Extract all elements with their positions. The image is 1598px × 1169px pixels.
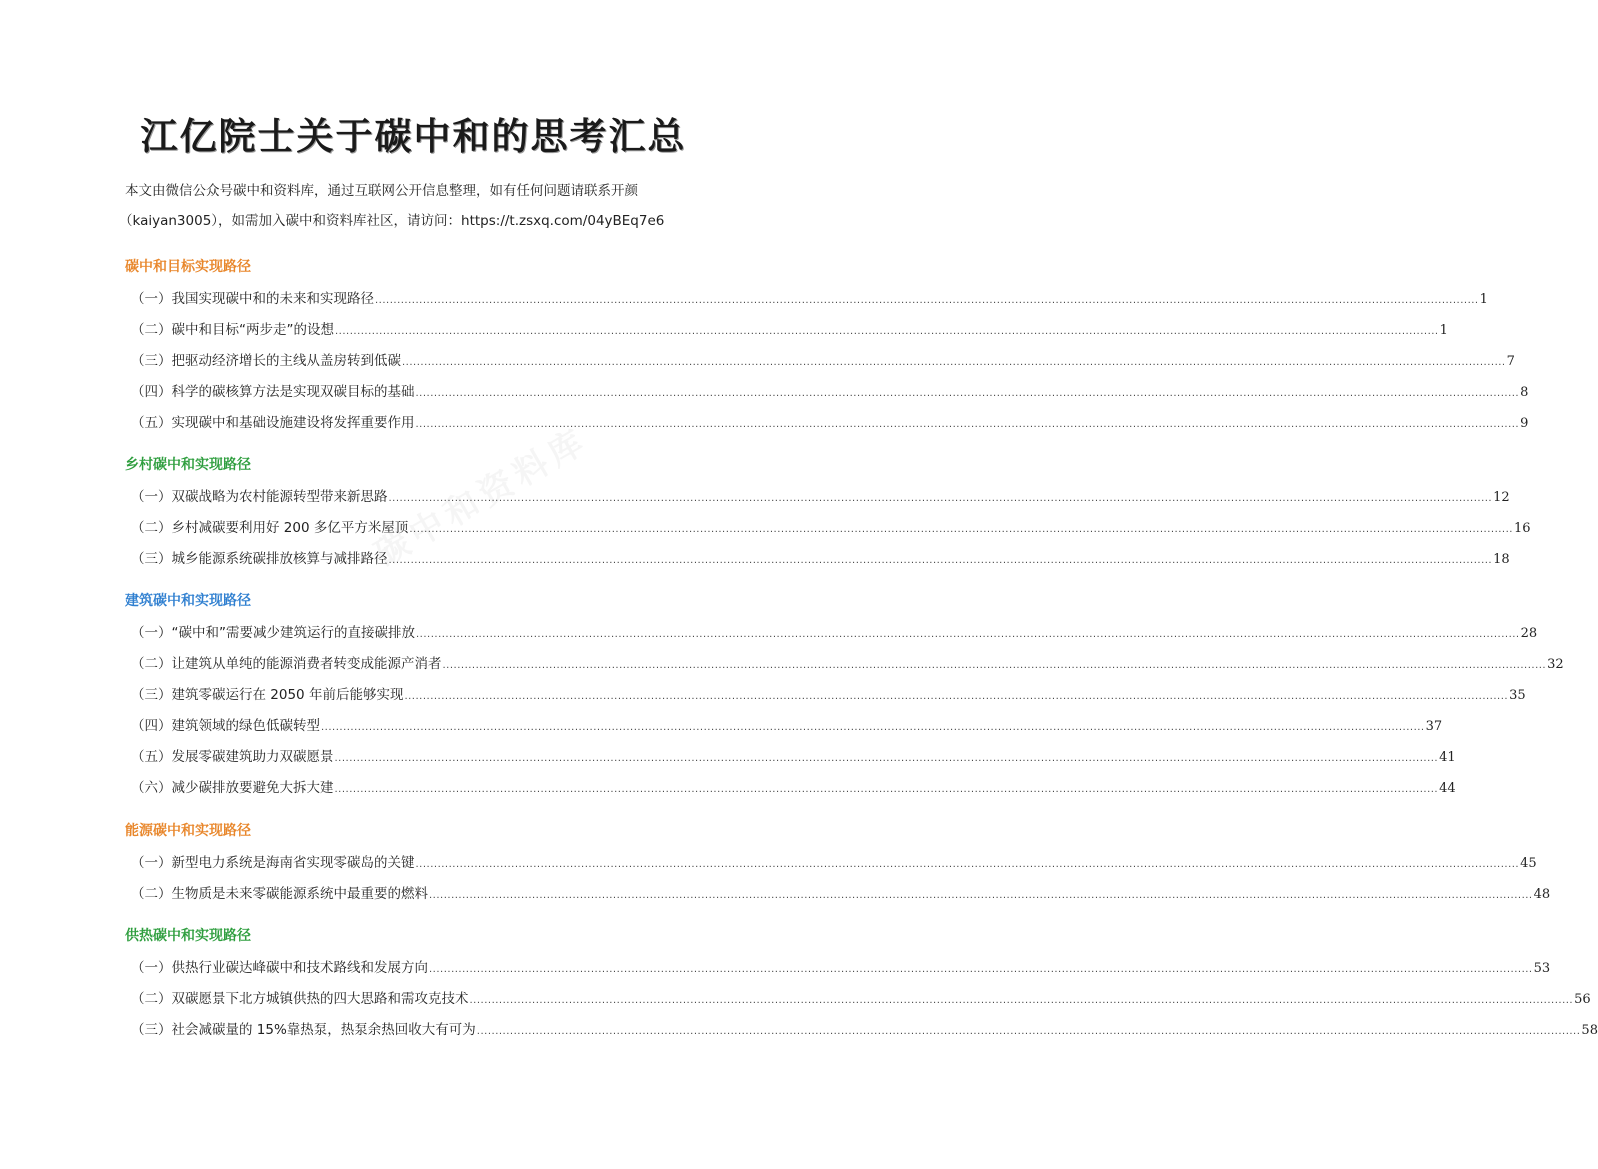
toc-leader: ............................................................................................................................................................................................................................................................................................................ — [409, 524, 1513, 535]
toc-number: （一） — [131, 855, 172, 871]
toc-entry[interactable] — [131, 745, 1456, 767]
toc-text: 社会减碳量的 15%靠热泵，热泵余热回收大有可为 — [171, 1022, 476, 1038]
toc-number: （二） — [131, 322, 172, 338]
toc-entry[interactable] — [131, 516, 1531, 538]
toc-number: （四） — [131, 718, 172, 734]
toc-text: 双碳战略为农村能源转型带来新思路 — [171, 489, 388, 505]
intro-line-2[interactable]: （kaiyan3005），如需加入碳中和资料库社区，请访问：https://t.zsxq.com/04yBEq7e6 — [119, 213, 665, 229]
toc-page: 58 — [1581, 1023, 1598, 1038]
toc-entry[interactable] — [131, 851, 1537, 873]
toc-page: 9 — [1520, 416, 1529, 431]
toc-leader: ............................................................................................................................................................................................................................................................................................................ — [415, 388, 1520, 399]
toc-entry[interactable] — [131, 380, 1529, 402]
section-title[interactable]: 能源碳中和实现路径 — [125, 823, 251, 839]
toc-number: （三） — [131, 353, 172, 369]
toc-page: 18 — [1493, 552, 1510, 567]
toc-page: 1 — [1479, 292, 1488, 307]
toc-text: 建筑领域的绿色低碳转型 — [171, 718, 320, 734]
toc-text: 发展零碳建筑助力双碳愿景 — [171, 749, 334, 765]
toc-page: 45 — [1520, 856, 1537, 871]
toc-entry[interactable] — [131, 776, 1456, 798]
toc-entry[interactable] — [131, 683, 1526, 705]
toc-text: 建筑零碳运行在 2050 年前后能够实现 — [171, 687, 404, 703]
toc-page: 16 — [1513, 521, 1531, 536]
toc-entry[interactable] — [131, 411, 1529, 433]
toc-number: （三） — [131, 551, 172, 567]
toc-leader: ............................................................................................................................................................................................................................................................................................................ — [402, 357, 1506, 368]
toc-leader: ............................................................................................................................................................................................................................................................................................................ — [404, 691, 1509, 702]
toc-entry[interactable] — [131, 882, 1551, 904]
toc-entry[interactable] — [131, 485, 1510, 507]
toc-number: （四） — [131, 384, 172, 400]
toc-leader: ............................................................................................................................................................................................................................................................................................................ — [415, 419, 1520, 430]
toc-number: （二） — [131, 886, 172, 902]
toc-number: （二） — [131, 520, 172, 536]
toc-leader: ............................................................................................................................................................................................................................................................................................................ — [429, 964, 1533, 975]
toc-entry[interactable] — [131, 547, 1510, 569]
intro-paragraph — [119, 176, 705, 236]
toc-page: 1 — [1439, 323, 1448, 338]
toc-number: （三） — [131, 687, 172, 703]
toc-text: 供热行业碳达峰碳中和技术路线和发展方向 — [171, 960, 428, 976]
toc-leader: ............................................................................................................................................................................................................................................................................................................ — [469, 995, 1574, 1006]
toc-entry[interactable] — [131, 318, 1448, 340]
section-title[interactable]: 供热碳中和实现路径 — [125, 928, 251, 944]
toc-entry[interactable] — [131, 987, 1591, 1009]
toc-number: （一） — [131, 291, 172, 307]
toc-text: 城乡能源系统碳排放核算与减排路径 — [171, 551, 388, 567]
toc-leader: ............................................................................................................................................................................................................................................................................................................ — [476, 1026, 1581, 1037]
toc-entry[interactable] — [131, 652, 1564, 674]
toc-number: （二） — [131, 991, 172, 1007]
toc-page: 8 — [1520, 385, 1529, 400]
toc-entry[interactable] — [131, 1018, 1598, 1040]
section-title[interactable]: 建筑碳中和实现路径 — [125, 593, 251, 609]
toc-leader: ............................................................................................................................................................................................................................................................................................................ — [375, 295, 1479, 306]
toc-page: 37 — [1425, 719, 1443, 734]
toc-leader: ............................................................................................................................................................................................................................................................................................................ — [388, 493, 1493, 504]
toc-leader: ............................................................................................................................................................................................................................................................................................................ — [334, 784, 1439, 795]
toc-page: 28 — [1520, 626, 1538, 641]
toc-page: 56 — [1574, 992, 1591, 1007]
toc-text: 我国实现碳中和的未来和实现路径 — [171, 291, 374, 307]
toc-leader: ............................................................................................................................................................................................................................................................................................................ — [334, 753, 1439, 764]
toc-text: 新型电力系统是海南省实现零碳岛的关键 — [171, 855, 415, 871]
toc-leader: ............................................................................................................................................................................................................................................................................................................ — [429, 890, 1533, 901]
toc-entry[interactable] — [131, 956, 1551, 978]
section-title[interactable]: 乡村碳中和实现路径 — [125, 457, 251, 473]
toc-number: （一） — [131, 960, 172, 976]
toc-text: 减少碳排放要避免大拆大建 — [171, 780, 334, 796]
toc-text: 让建筑从单纯的能源消费者转变成能源产消者 — [171, 656, 442, 672]
toc-leader: ............................................................................................................................................................................................................................................................................................................ — [321, 722, 1425, 733]
toc-page: 7 — [1506, 354, 1515, 369]
toc-leader: ............................................................................................................................................................................................................................................................................................................ — [388, 555, 1493, 566]
toc-text: 实现碳中和基础设施建设将发挥重要作用 — [171, 415, 415, 431]
toc-text: 生物质是未来零碳能源系统中最重要的燃料 — [171, 886, 428, 902]
toc-text: 乡村减碳要利用好 200 多亿平方米屋顶 — [171, 520, 409, 536]
toc-text: 双碳愿景下北方城镇供热的四大思路和需攻克技术 — [171, 991, 469, 1007]
toc-number: （六） — [131, 780, 172, 796]
toc-page: 53 — [1533, 961, 1551, 976]
toc-leader: ............................................................................................................................................................................................................................................................................................................ — [335, 326, 1439, 337]
toc-number: （五） — [131, 415, 172, 431]
section-title[interactable]: 碳中和目标实现路径 — [125, 259, 251, 275]
toc-page: 12 — [1493, 490, 1510, 505]
toc-page: 35 — [1509, 688, 1526, 703]
toc-page: 41 — [1439, 750, 1456, 765]
toc-number: （一） — [131, 625, 172, 641]
toc-leader: ............................................................................................................................................................................................................................................................................................................ — [416, 629, 1520, 640]
document-title: 江亿院士关于碳中和的思考汇总 — [140, 115, 687, 158]
toc-number: （三） — [131, 1022, 172, 1038]
intro-line-1: 本文由微信公众号碳中和资料库，通过互联网公开信息整理，如有任何问题请联系开颜 — [125, 183, 638, 199]
toc-text: 把驱动经济增长的主线从盖房转到低碳 — [171, 353, 401, 369]
toc-page: 48 — [1533, 887, 1551, 902]
toc-entry[interactable] — [131, 621, 1538, 643]
toc-page: 44 — [1439, 781, 1456, 796]
toc-text: “碳中和”需要减少建筑运行的直接碳排放 — [171, 625, 415, 641]
toc-text: 科学的碳核算方法是实现双碳目标的基础 — [171, 384, 415, 400]
toc-number: （一） — [131, 489, 172, 505]
toc-page: 32 — [1547, 657, 1564, 672]
toc-number: （二） — [131, 656, 172, 672]
toc-entry[interactable] — [131, 349, 1515, 371]
toc-entry[interactable] — [131, 287, 1488, 309]
toc-text: 碳中和目标“两步走”的设想 — [171, 322, 334, 338]
toc-entry[interactable] — [131, 714, 1443, 736]
toc-number: （五） — [131, 749, 172, 765]
toc-leader: ............................................................................................................................................................................................................................................................................................................ — [415, 859, 1520, 870]
toc-leader: ............................................................................................................................................................................................................................................................................................................ — [442, 660, 1547, 671]
